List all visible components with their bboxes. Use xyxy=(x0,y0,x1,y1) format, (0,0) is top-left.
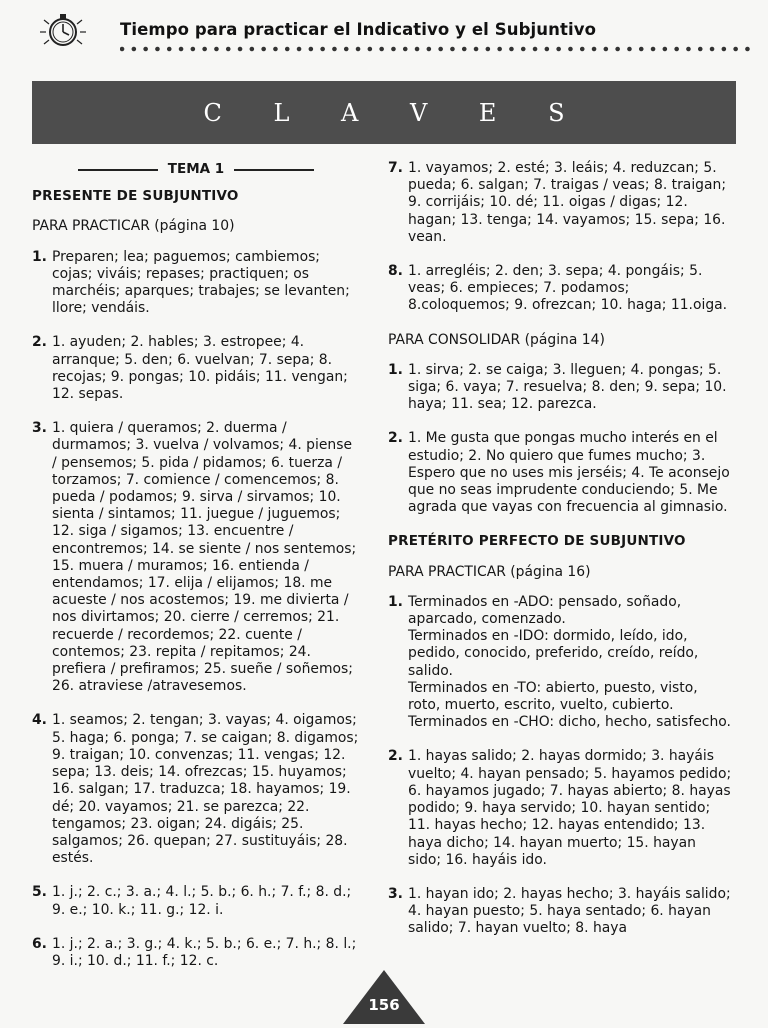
exercise-item xyxy=(388,160,733,246)
exercise-answers: 1. j.; 2. a.; 3. g.; 4. k.; 5. b.; 6. e.; 7. h.; 8. l.; 9. i.; 10. d.; 11. f.; 12. c. xyxy=(52,935,357,969)
dotted-rule xyxy=(120,43,760,55)
exercise-number: 1. xyxy=(388,593,403,610)
exercise-answers: Preparen; lea; paguemos; cambiemos; cojas; viváis; repases; practiquen; os marchéis; aparques; trabajes; se levanten; llore; vendáis. xyxy=(52,248,350,317)
exercise-number: 1. xyxy=(388,361,403,378)
page-number: 156 xyxy=(368,996,400,1014)
section-title: PRESENTE DE SUBJUNTIVO xyxy=(32,188,239,205)
exercise-answers: 1. hayan ido; 2. hayas hecho; 3. hayáis salido; 4. hayan puesto; 5. haya sentado; 6. hayan salido; 7. hayan vuelto; 8. haya xyxy=(408,885,731,937)
exercise-item xyxy=(388,748,733,868)
exercise-number: 8. xyxy=(388,263,403,280)
tema-rule-left xyxy=(78,169,158,171)
exercise-answers: 1. vayamos; 2. esté; 3. leáis; 4. reduzcan; 5. pueda; 6. salgan; 7. traigas / veas; 8. traigan; 9. corrijáis; 10. dé; 11. oigas / digas; 12. hagan; 13. tenga; 14. vayamos; 15. sepa; 16. vean. xyxy=(408,160,726,245)
answer-line: Terminados en -IDO: dormido, leído, ido, pedido, conocido, preferido, creído, reído, salido. xyxy=(408,628,699,679)
exercise-number: 3. xyxy=(388,885,403,902)
answer-line: Terminados en -ADO: pensado, soñado, aparcado, comenzado. xyxy=(408,593,682,628)
banner-title: C L A V E S xyxy=(203,98,587,127)
exercise-number: 3. xyxy=(32,420,47,437)
subsection-title: PARA CONSOLIDAR (página 14) xyxy=(388,331,605,348)
header-title: Tiempo para practicar el Indicativo y el Subjuntivo xyxy=(120,20,597,39)
tema-rule-right xyxy=(234,169,314,171)
exercise-number: 6. xyxy=(32,935,47,952)
right-column xyxy=(388,160,733,955)
exercise-answers: 1. j.; 2. c.; 3. a.; 4. l.; 5. b.; 6. h.; 7. f.; 8. d.; 9. e.; 10. k.; 11. g.; 12. i. xyxy=(52,884,352,918)
exercise-item xyxy=(388,362,733,414)
exercise-item xyxy=(32,712,360,867)
exercise-number: 4. xyxy=(32,712,47,729)
exercise-item xyxy=(32,936,360,970)
tema-title: TEMA 1 xyxy=(167,161,225,177)
exercise-item xyxy=(388,263,733,315)
exercise-answers: 1. seamos; 2. tengan; 3. vayas; 4. oigamos; 5. haga; 6. ponga; 7. se caigan; 8. digamos; 9. traigan; 10. convenzas; 11. vengas; 12. sepa; 13. deis; 14. ofrezcas; 15. huyamos; 16. salgan; 17. traduzca; 18. hayamos; 19. dé; 20. vayamos; 21. se parezca; 22. tengamos; 23. oigan; 24. digáis; 25. salgamos; 26. quepan; 27. sustituyáis; 28. estés. xyxy=(52,712,359,867)
exercise-answers: 1. Me gusta que pongas mucho interés en el estudio; 2. No quiero que fumes mucho; 3. Espero que no uses mis jerséis; 4. Te aconsejo que no seas imprudente conduciendo; 5. Me agrada que vayas con frecuencia al gimnasio. xyxy=(408,430,730,516)
exercise-number: 1. xyxy=(32,248,47,265)
exercise-item xyxy=(32,249,360,318)
left-column xyxy=(32,160,360,987)
exercise-item xyxy=(32,420,360,695)
exercise-item xyxy=(32,334,360,403)
page-number-marker xyxy=(339,968,429,1024)
subsection-title: PARA PRACTICAR (página 10) xyxy=(32,218,235,235)
exercise-answers xyxy=(408,594,733,732)
exercise-item xyxy=(388,430,733,516)
subsection-title: PARA PRACTICAR (página 16) xyxy=(388,563,591,580)
exercise-item xyxy=(388,594,733,732)
exercise-answers: 1. sirva; 2. se caiga; 3. lleguen; 4. pongas; 5. siga; 6. vaya; 7. resuelva; 8. den; 9. sepa; 10. haya; 11. sea; 12. parezca. xyxy=(408,361,727,413)
exercise-answers: 1. quiera / queramos; 2. duerma / durmamos; 3. vuelva / volvamos; 4. piense / pensemos; 5. pida / pidamos; 6. tuerza / torzamos; 7. comience / comencemos; 8. pueda / podamos; 9. sirva / sirvamos; 10. sienta / sintamos; 11. juegue / juguemos; 12. siga / sigamos; 13. encuentre / encontremos; 14. se siente / nos sentemos; 15. muera / muramos; 16. entienda / entendamos; 17. elija / elijamos; 18. me acueste / nos acostemos; 19. me divierta / nos divirtamos; 20. cierre / cerremos; 21. recuerde / recordemos; 22. cuente / contemos; 23. repita / repitamos; 24. prefiera / prefiramos; 25. sueñe / soñemos; 26. atraviese /atravesemos. xyxy=(52,420,357,695)
section-title: PRETÉRITO PERFECTO DE SUBJUNTIVO xyxy=(388,533,686,550)
exercise-number: 2. xyxy=(388,430,403,447)
exercise-answers: 1. ayuden; 2. hables; 3. estropee; 4. arranque; 5. den; 6. vuelvan; 7. sepa; 8. recojas; 9. pongas; 10. pidáis; 11. vengan; 12. sepas. xyxy=(52,334,348,403)
exercise-number: 7. xyxy=(388,160,403,176)
answer-line: Terminados en -TO: abierto, puesto, visto, roto, muerto, escrito, vuelto, cubierto. xyxy=(408,679,698,714)
exercise-answers: 1. hayas salido; 2. hayas dormido; 3. hayáis vuelto; 4. hayan pensado; 5. hayamos pedido; 6. hayamos jugado; 7. hayas abierto; 8. hayas podido; 9. haya servido; 10. hayan sentido; 11. hayas hecho; 12. hayas entendido; 13. haya dicho; 14. hayan muerto; 15. hayan sido; 16. hayáis ido. xyxy=(408,748,732,868)
tema-heading xyxy=(32,161,360,178)
answer-line: Terminados en -CHO: dicho, hecho, satisfecho. xyxy=(408,714,731,731)
exercise-item xyxy=(388,886,733,938)
exercise-answers: 1. arregléis; 2. den; 3. sepa; 4. pongáis; 5. veas; 6. empieces; 7. podamos; 8.coloquemos; 9. ofrezcan; 10. haga; 11.oiga. xyxy=(408,263,728,314)
claves-banner xyxy=(32,81,736,144)
exercise-item xyxy=(32,884,360,918)
stopwatch-icon xyxy=(32,6,98,52)
exercise-number: 2. xyxy=(388,748,403,765)
exercise-number: 5. xyxy=(32,884,47,901)
exercise-number: 2. xyxy=(32,334,47,351)
